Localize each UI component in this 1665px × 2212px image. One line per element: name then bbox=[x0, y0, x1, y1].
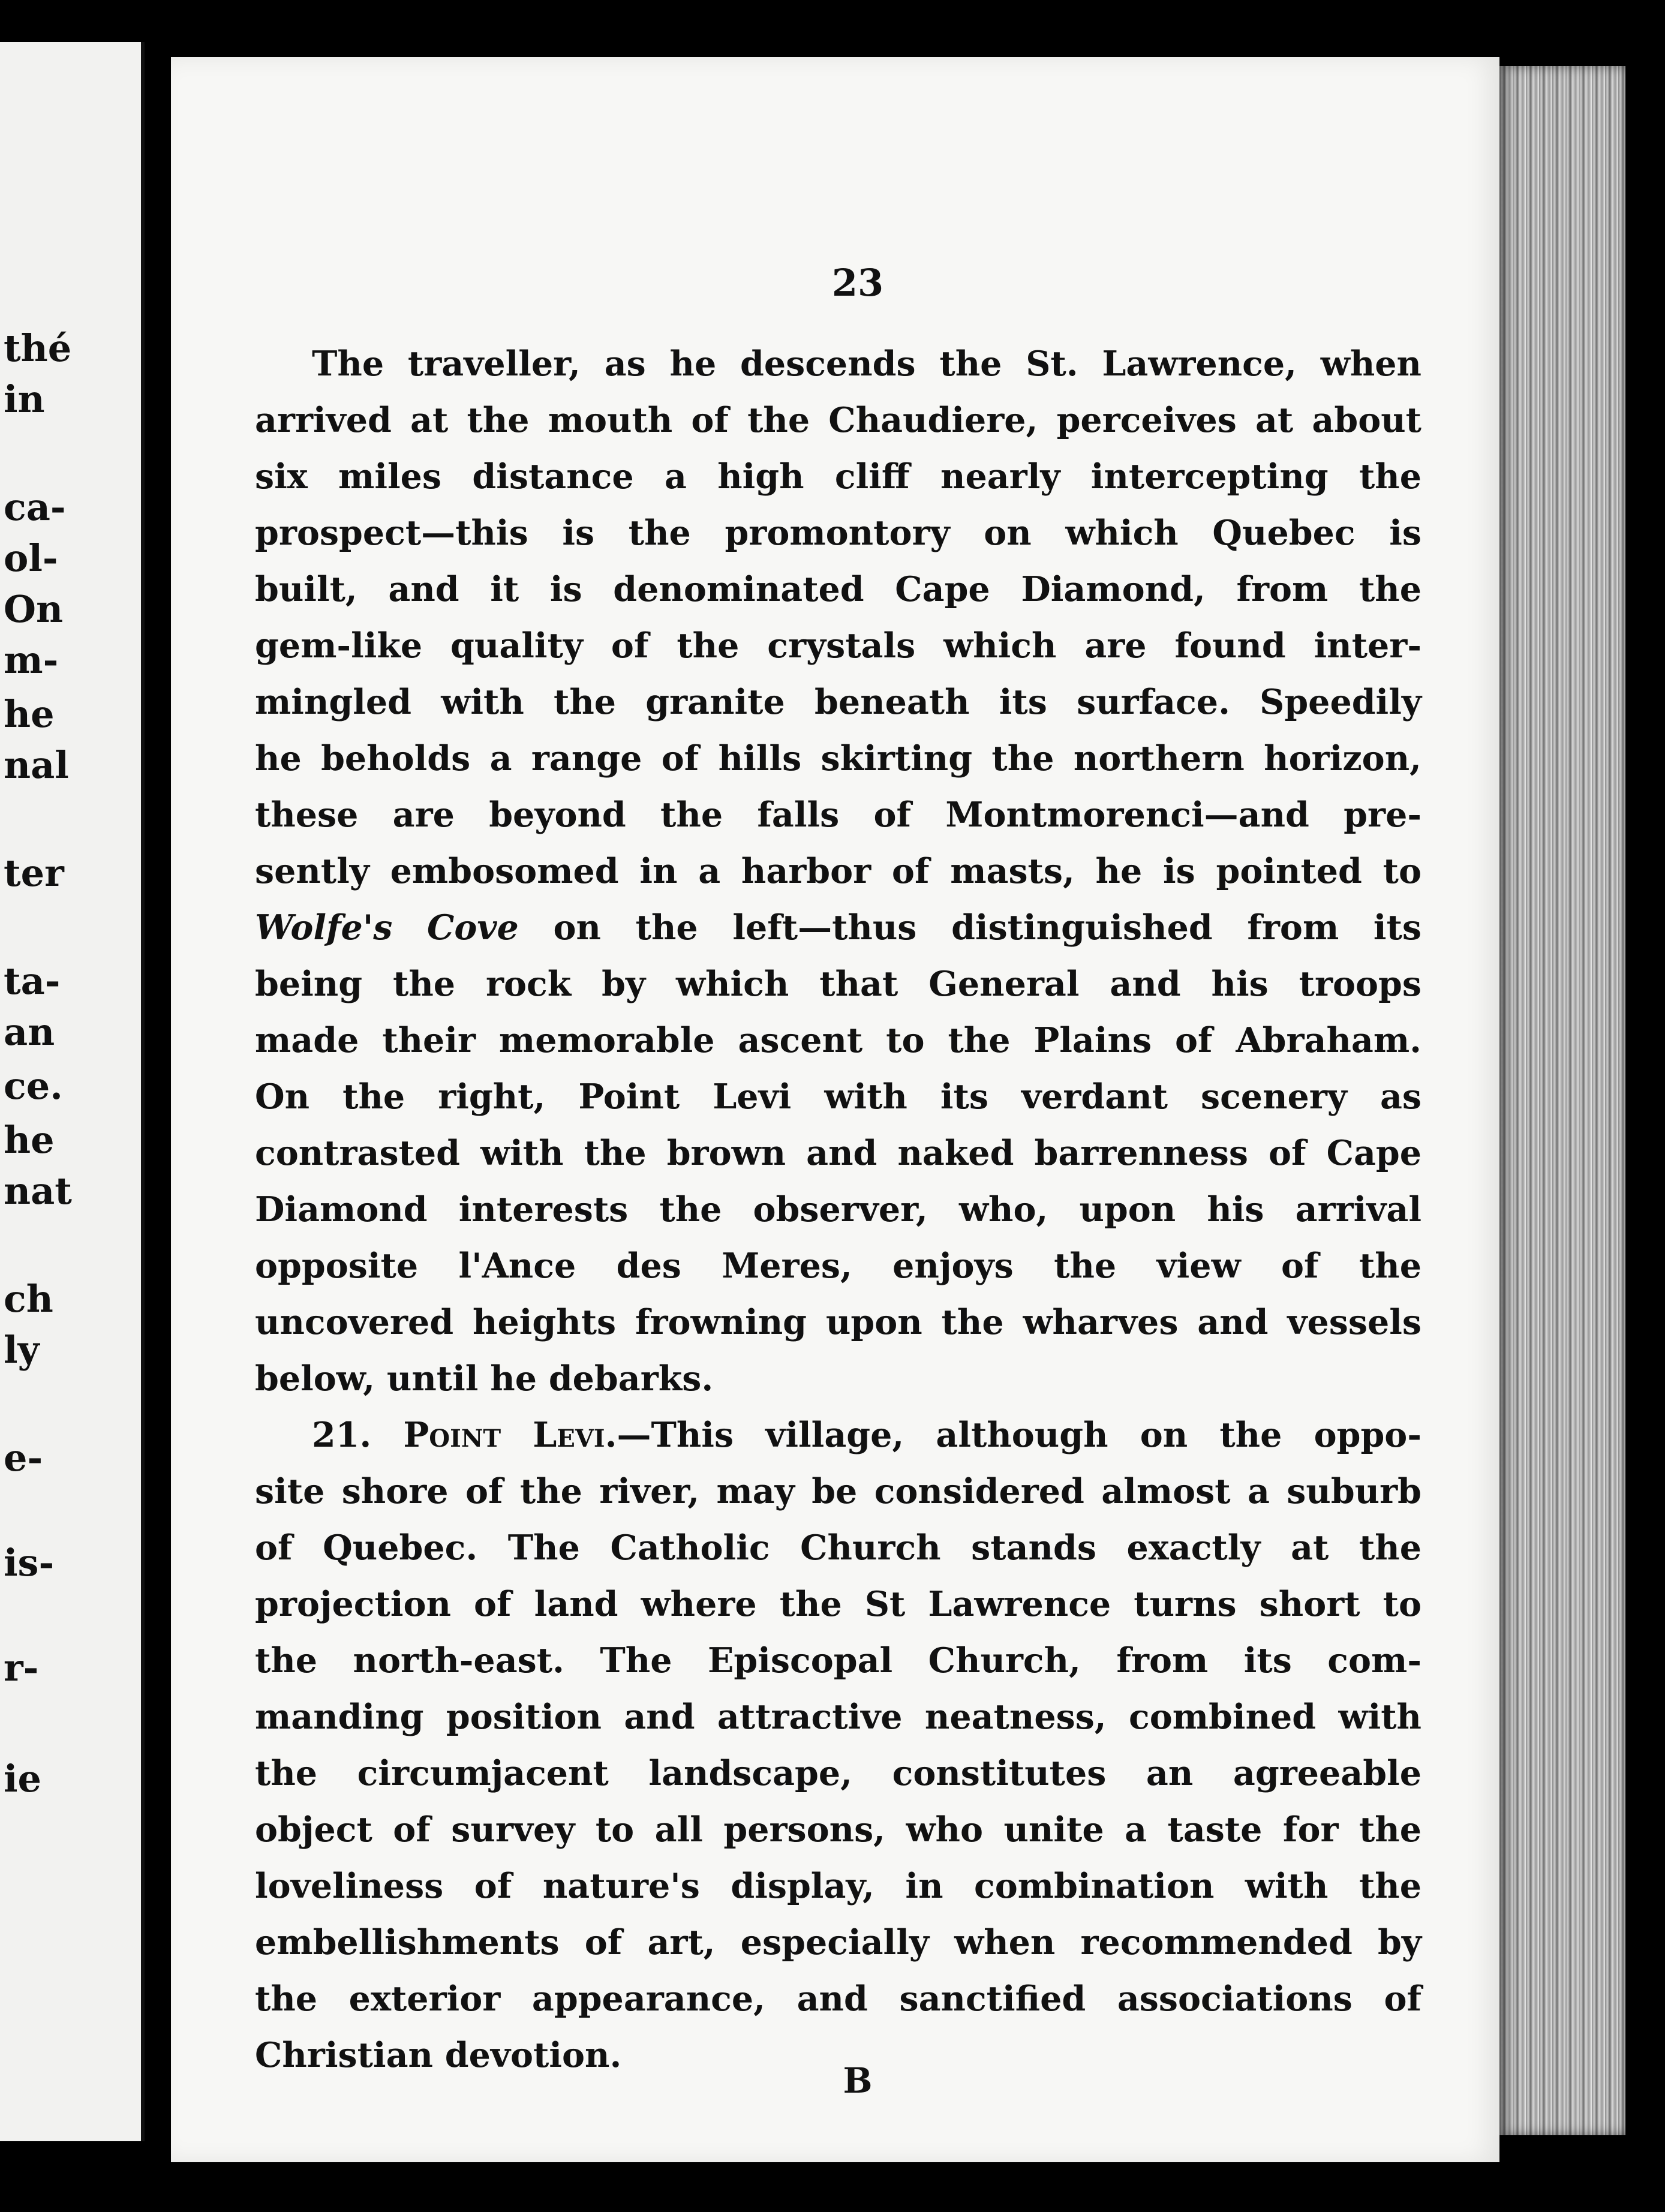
left-fragment: an bbox=[4, 1010, 55, 1054]
page-number: 23 bbox=[831, 261, 884, 305]
section-number: 21. bbox=[312, 1415, 372, 1455]
left-fragment: ol- bbox=[4, 536, 58, 580]
left-fragment: e- bbox=[4, 1436, 43, 1480]
paragraph-line: made their memorable ascent to the Plains of Abraham. bbox=[255, 1020, 1421, 1060]
paragraph-line: The traveller, as he descends the St. Lawrence, when bbox=[312, 344, 1421, 384]
paragraph-line: sently embosomed in a harbor of masts, he is pointed to bbox=[255, 851, 1421, 891]
paragraph-line: embellishments of art, especially when recommended by bbox=[255, 1922, 1421, 1962]
paragraph-line: projection of land where the St Lawrence turns short to bbox=[255, 1584, 1421, 1624]
left-fragment: ca- bbox=[4, 485, 66, 529]
section-heading: Point Levi. bbox=[403, 1415, 617, 1455]
left-fragment: ter bbox=[4, 851, 64, 895]
left-fragment: ta- bbox=[4, 959, 61, 1003]
paragraph-line: gem-like quality of the crystals which are found inter- bbox=[255, 626, 1421, 666]
left-fragment: he bbox=[4, 1118, 55, 1162]
paragraph-line: the north-east. The Episcopal Church, from its com- bbox=[255, 1640, 1421, 1681]
left-fragment: is- bbox=[4, 1541, 55, 1585]
paragraph-line: six miles distance a high cliff nearly intercepting the bbox=[255, 456, 1421, 497]
paragraph-line: manding position and attractive neatness, combined with bbox=[255, 1697, 1421, 1737]
paragraph-line: Christian devotion. bbox=[255, 2035, 622, 2075]
left-fragment: nat bbox=[4, 1169, 72, 1213]
paragraph-line: of Quebec. The Catholic Church stands exactly at the bbox=[255, 1528, 1421, 1568]
paragraph-line: the circumjacent landscape, constitutes an agreeable bbox=[255, 1753, 1421, 1793]
left-fragment: nal bbox=[4, 743, 69, 787]
paragraph-line: site shore of the river, may be considered almost a suburb bbox=[255, 1471, 1421, 1511]
paragraph-line: below, until he debarks. bbox=[255, 1359, 714, 1399]
paragraph-line: Diamond interests the observer, who, upon his arrival bbox=[255, 1189, 1421, 1230]
facing-page-left bbox=[0, 42, 145, 2141]
page-edge-stack bbox=[1499, 66, 1625, 2135]
left-fragment: ce. bbox=[4, 1064, 63, 1108]
paragraph-line: the exterior appearance, and sanctified associations of bbox=[255, 1979, 1421, 2019]
paragraph-line: uncovered heights frowning upon the wharves and vessels bbox=[255, 1302, 1421, 1342]
left-fragment: r- bbox=[4, 1646, 39, 1690]
paragraph-line: object of survey to all persons, who unite a taste for the bbox=[255, 1810, 1421, 1850]
paragraph-line-with-italic bbox=[255, 900, 1421, 956]
left-fragment: ly bbox=[4, 1328, 40, 1372]
paragraph-line: loveliness of nature's display, in combination with the bbox=[255, 1866, 1421, 1906]
left-fragment: he bbox=[4, 692, 55, 736]
paragraph-line: mingled with the granite beneath its surface. Speedily bbox=[255, 682, 1421, 722]
left-fragment: thé bbox=[4, 326, 72, 370]
paragraph-line: these are beyond the falls of Montmorenci—and pre- bbox=[255, 795, 1421, 835]
paragraph-line: opposite l'Ance des Meres, enjoys the view of the bbox=[255, 1246, 1421, 1286]
paragraph-line: On the right, Point Levi with its verdant scenery as bbox=[255, 1077, 1421, 1117]
paragraph-line: arrived at the mouth of the Chaudiere, perceives at about bbox=[255, 400, 1421, 440]
left-fragment: On bbox=[4, 587, 64, 631]
paragraph-line: being the rock by which that General and his troops bbox=[255, 964, 1421, 1004]
paragraph-line-rest: on the left—thus distinguished from its bbox=[518, 907, 1421, 948]
paragraph-line: he beholds a range of hills skirting the northern horizon, bbox=[255, 738, 1421, 779]
paragraph-line: built, and it is denominated Cape Diamond, from the bbox=[255, 569, 1421, 609]
left-fragment: ch bbox=[4, 1277, 53, 1321]
body-text bbox=[255, 336, 1421, 2084]
italic-place-name: Wolfe's Cove bbox=[255, 907, 519, 948]
paragraph-line-rest: —This village, although on the oppo- bbox=[617, 1415, 1421, 1455]
book-page bbox=[171, 57, 1499, 2162]
left-fragment: in bbox=[4, 377, 45, 421]
paragraph-line: contrasted with the brown and naked barrenness of Cape bbox=[255, 1133, 1421, 1173]
left-fragment: ie bbox=[4, 1757, 41, 1801]
section-heading-line bbox=[255, 1407, 1421, 1463]
paragraph-line: prospect—this is the promontory on which Quebec is bbox=[255, 513, 1421, 553]
signature-mark: B bbox=[843, 2060, 873, 2101]
left-fragment: m- bbox=[4, 638, 59, 682]
